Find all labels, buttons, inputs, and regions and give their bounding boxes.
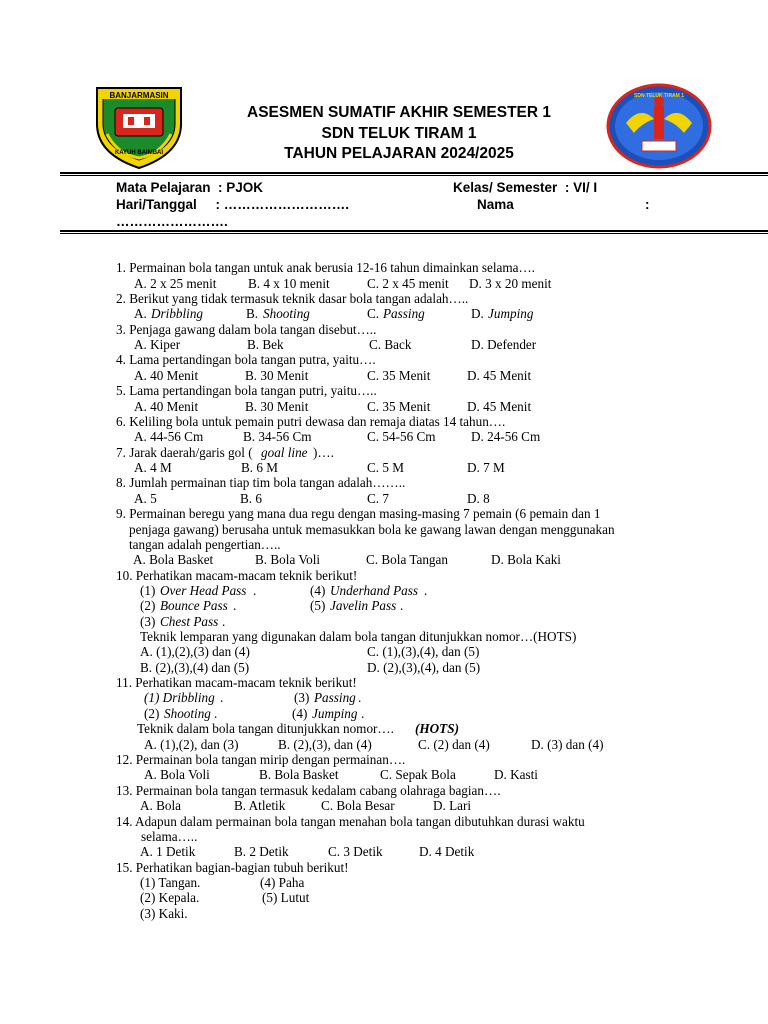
question-text: 13. Permainan bola tangan termasuk kedalam cabang olahraga bagian…. xyxy=(116,783,501,798)
question-text: . xyxy=(361,706,365,721)
question-text: (5) xyxy=(310,598,329,613)
name-label: Nama xyxy=(477,197,514,212)
question-text: 5. Lama pertandingan bola tangan putri, yaitu….. xyxy=(116,383,377,398)
question-text: C. 3 Detik xyxy=(328,844,383,859)
question-text: B. 4 x 10 menit xyxy=(248,276,330,291)
question-text: A. xyxy=(134,306,151,321)
question-text: C. 7 xyxy=(367,491,389,506)
question-text: B. (2),(3), dan (4) xyxy=(278,737,372,752)
question-text: B. Bek xyxy=(247,337,284,352)
question-text: (2) Kepala. xyxy=(140,890,200,905)
question-text: C. (2) dan (4) xyxy=(418,737,490,752)
question-text: D. Bola Kaki xyxy=(491,552,561,567)
svg-text:SDN TELUK TIRAM 1: SDN TELUK TIRAM 1 xyxy=(634,93,684,99)
question-text: 11. Perhatikan macam-macam teknik berikut! xyxy=(116,675,357,690)
question-text: C. 5 M xyxy=(367,460,405,475)
date-field: Hari/Tanggal : ………………………. xyxy=(116,197,350,212)
question-text: D. 3 x 20 menit xyxy=(469,276,552,291)
question-text: (3) Kaki. xyxy=(140,906,188,921)
question-text: . xyxy=(358,690,362,705)
question-text: A. 1 Detik xyxy=(140,844,196,859)
question-text: Chest Pass xyxy=(160,614,219,629)
question-text: penjaga gawang) berusaha untuk memasukkan bola ke gawang lawan dengan menggunakan xyxy=(129,522,615,537)
question-text: C. xyxy=(367,306,383,321)
question-text: D. 8 xyxy=(467,491,490,506)
question-text: D. Kasti xyxy=(494,767,538,782)
question-text: (4) Paha xyxy=(260,875,305,890)
name-dots: ……………………. xyxy=(116,214,228,229)
question-text: B. xyxy=(246,306,262,321)
question-text: 4. Lama pertandingan bola tangan putra, yaitu…. xyxy=(116,352,376,367)
header-divider-bottom-thin xyxy=(60,233,768,234)
question-text: tangan adalah pengertian….. xyxy=(129,537,281,552)
question-text: B. (2),(3),(4) dan (5) xyxy=(140,660,250,675)
question-text: )…. xyxy=(313,445,334,460)
question-text: C. Bola Besar xyxy=(321,798,395,813)
question-text: C. 35 Menit xyxy=(367,399,431,414)
question-text: Jumping xyxy=(488,306,534,321)
question-text: . xyxy=(424,583,428,598)
question-text: Over Head Pass xyxy=(160,583,247,598)
question-text: C. 35 Menit xyxy=(367,368,431,383)
question-text: (2) xyxy=(144,706,163,721)
question-text: C. Bola Tangan xyxy=(366,552,448,567)
question-text: . xyxy=(400,598,404,613)
question-text: 2. Berikut yang tidak termasuk teknik dasar bola tangan adalah….. xyxy=(116,291,469,306)
question-text: 3. Penjaga gawang dalam bola tangan disebut….. xyxy=(116,322,377,337)
question-text: Shooting xyxy=(164,706,211,721)
question-text: 12. Permainan bola tangan mirip dengan permainan…. xyxy=(116,752,406,767)
question-text: C. 54-56 Cm xyxy=(367,429,436,444)
question-text: (HOTS) xyxy=(415,721,459,736)
question-text: (3) xyxy=(294,690,313,705)
question-text: A. 5 xyxy=(134,491,157,506)
question-text: A. 2 x 25 menit xyxy=(134,276,217,291)
svg-text:KAYUH BAIMBAI: KAYUH BAIMBAI xyxy=(114,150,164,156)
question-text: (1) Tangan. xyxy=(140,875,201,890)
question-text: 15. Perhatikan bagian-bagian tubuh berikut! xyxy=(116,860,349,875)
svg-text:BANJARMASIN: BANJARMASIN xyxy=(109,91,169,100)
question-text: 6. Keliling bola untuk pemain putri dewasa dan remaja diatas 14 tahun…. xyxy=(116,414,506,429)
question-text: B. 6 M xyxy=(241,460,279,475)
question-text: D. 45 Menit xyxy=(467,368,532,383)
question-text: goal line xyxy=(261,445,308,460)
question-text: (1) xyxy=(140,583,159,598)
academic-year: TAHUN PELAJARAN 2024/2025 xyxy=(284,145,514,162)
question-text: D. 45 Menit xyxy=(467,399,532,414)
question-text: B. 6 xyxy=(240,491,262,506)
question-text: D. (3) dan (4) xyxy=(531,737,604,752)
question-text: . xyxy=(220,690,224,705)
question-text: B. 2 Detik xyxy=(234,844,289,859)
question-text: selama….. xyxy=(141,829,198,844)
question-text: Teknik lemparan yang digunakan dalam bola tangan ditunjukkan nomor…(HOTS) xyxy=(140,629,577,644)
question-text: 10. Perhatikan macam-macam teknik berikut! xyxy=(116,568,358,583)
question-text: D. xyxy=(471,306,488,321)
question-text: Passing xyxy=(314,690,356,705)
question-text: D. (2),(3),(4), dan (5) xyxy=(367,660,481,675)
question-text: A. Bola Voli xyxy=(144,767,210,782)
question-text: A. Bola Basket xyxy=(133,552,214,567)
question-text: A. 4 M xyxy=(134,460,172,475)
question-text: D. 4 Detik xyxy=(419,844,475,859)
question-text: (1) Dribbling xyxy=(144,690,215,705)
question-text: D. Lari xyxy=(433,798,472,813)
question-text: Underhand Pass xyxy=(330,583,419,598)
question-text: D. 7 M xyxy=(467,460,505,475)
question-text: (3) xyxy=(140,614,159,629)
question-text: C. Sepak Bola xyxy=(380,767,456,782)
question-text: 8. Jumlah permainan tiap tim bola tangan adalah…….. xyxy=(116,475,406,490)
question-text: . xyxy=(233,598,237,613)
question-text: A. 40 Menit xyxy=(134,399,199,414)
question-text: 14. Adapun dalam permainan bola tangan menahan bola tangan dibutuhkan durasi waktu xyxy=(116,814,585,829)
question-text: B. Bola Voli xyxy=(255,552,321,567)
question-text: B. 30 Menit xyxy=(245,399,309,414)
question-text: B. 34-56 Cm xyxy=(243,429,312,444)
question-text: Shooting xyxy=(263,306,310,321)
question-text: A. Bola xyxy=(140,798,182,813)
question-text: A. 44-56 Cm xyxy=(134,429,204,444)
question-text: D. 24-56 Cm xyxy=(471,429,541,444)
subject-field: Mata Pelajaran : PJOK xyxy=(116,180,264,195)
question-text: Passing xyxy=(383,306,425,321)
question-text: . xyxy=(253,583,257,598)
question-text: (2) xyxy=(140,598,159,613)
question-text: B. Atletik xyxy=(234,798,286,813)
question-text: Teknik dalam bola tangan ditunjukkan nomor…. xyxy=(137,721,394,736)
question-text: C. (1),(3),(4), dan (5) xyxy=(367,644,480,659)
question-text: C. Back xyxy=(369,337,412,352)
question-text: Jumping xyxy=(312,706,358,721)
question-text: A. (1),(2), dan (3) xyxy=(144,737,239,752)
question-text: 7. Jarak daerah/garis gol ( xyxy=(116,445,253,460)
question-text: A. Kiper xyxy=(134,337,181,352)
question-text: 9. Permainan beregu yang mana dua regu dengan masing-masing 7 pemain (6 pemain dan 1 xyxy=(116,506,601,521)
question-text: D. Defender xyxy=(471,337,537,352)
exam-title: ASESMEN SUMATIF AKHIR SEMESTER 1 xyxy=(247,104,551,121)
question-text: 1. Permainan bola tangan untuk anak berusia 12-16 tahun dimainkan selama…. xyxy=(116,260,535,275)
question-text: C. 2 x 45 menit xyxy=(367,276,449,291)
question-text: Javelin Pass xyxy=(330,598,397,613)
question-text: A. 40 Menit xyxy=(134,368,199,383)
question-text: (4) xyxy=(310,583,329,598)
question-text: B. Bola Basket xyxy=(259,767,339,782)
class-semester-field: Kelas/ Semester : VI/ I xyxy=(453,180,598,195)
question-text: . xyxy=(222,614,226,629)
question-text: . xyxy=(214,706,218,721)
question-text: (5) Lutut xyxy=(262,890,310,905)
header-divider-top-thin xyxy=(60,175,768,176)
question-text: Bounce Pass xyxy=(160,598,228,613)
school-name: SDN TELUK TIRAM 1 xyxy=(321,125,477,142)
question-text: B. 30 Menit xyxy=(245,368,309,383)
question-text: A. (1),(2),(3) dan (4) xyxy=(140,644,250,659)
question-text: Dribbling xyxy=(151,306,204,321)
header-divider-top xyxy=(60,172,768,174)
question-text: (4) xyxy=(292,706,311,721)
header-divider-bottom xyxy=(60,230,768,232)
name-colon: : xyxy=(645,197,650,212)
